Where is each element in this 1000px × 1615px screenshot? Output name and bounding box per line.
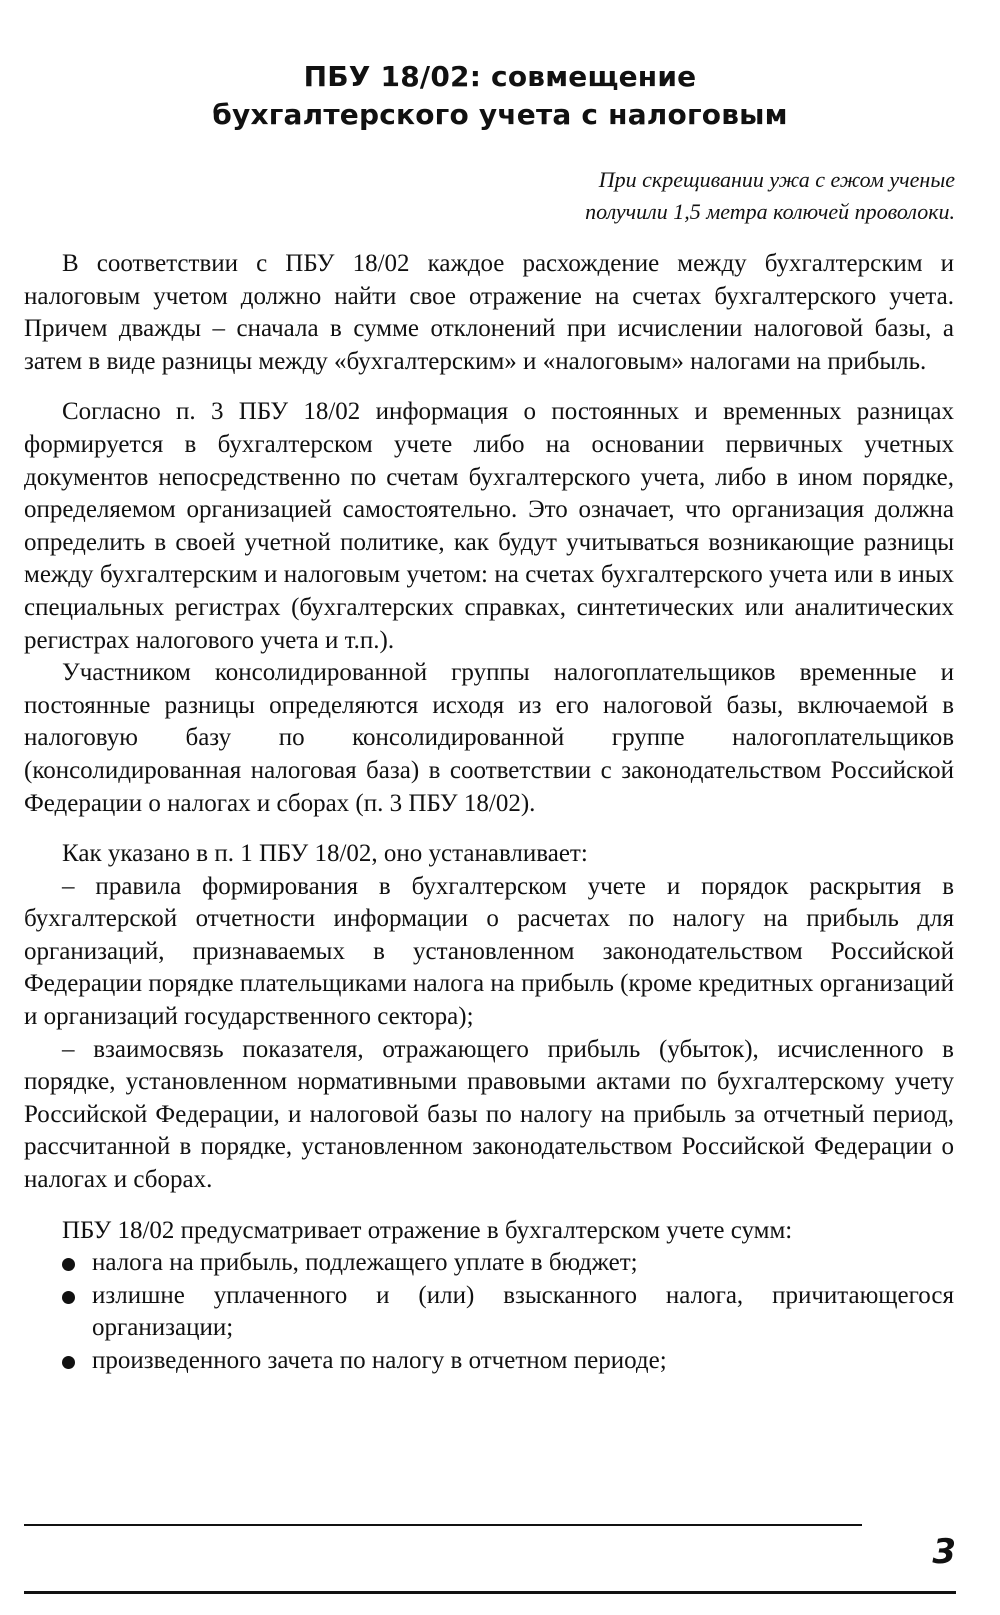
paragraph-5: ПБУ 18/02 предусматривает отражение в бухгалтерском учете сумм: [62,1216,793,1244]
epigraph [435,164,955,228]
list-item [24,1280,954,1345]
bullet-icon [62,1356,75,1369]
bullet-icon [62,1291,75,1304]
dash-item-1: – правила формирования в бухгалтерском учете и порядок раскрытия в бухгалтерской отчетности информации о расчетах по налогу на прибыль для организаций, признаваемых в установленном законодательством Российской Федерации порядке плательщиками налога на прибыль (кроме кредитных организаций и организаций государственного сектора); [24,872,954,1031]
list-item [24,1345,954,1378]
dash-item-2: – взаимосвязь показателя, отражающего прибыль (убыток), исчисленного в порядке, установленном нормативными правовыми актами по бухгалтерскому учету Российской Федерации, и налоговой базы по налогу на прибыль за отчетный период, рассчитанной в порядке, установленном законодательством Российской Федерации о налогах и сборах. [24,1035,954,1194]
page-number: 3 [932,1532,956,1572]
paragraph-2: Согласно п. 3 ПБУ 18/02 информация о постоянных и временных разницах формируется в бухгалтерском учете либо на основании первичных учетных документов непосредственно по счетам бухгалтерского учета, либо в ином порядке, определяемом организацией самостоятельно. Это означает, что организация должна определить в своей учетной политике, как будут учитываться возникающие разницы между бухгалтерским и налоговым учетом: на счетах бухгалтерского учета или в иных специальных регистрах (бухгалтерских справках, синтетических или аналитических регистрах налогового учета и т.п.). [24,398,954,654]
bullet-icon [62,1258,75,1271]
paragraph-4: Как указано в п. 1 ПБУ 18/02, оно устанавливает: [62,840,588,868]
epigraph-line-2: получили 1,5 метра колючей проволоки. [585,199,955,224]
paragraph-1: В соответствии с ПБУ 18/02 каждое расхождение между бухгалтерским и налоговым учетом должно найти свое отражение на счетах бухгалтерского учета. Причем дважды – сначала в сумме отклонений при исчислении налоговой базы, а затем в виде разницы между «бухгалтерским» и «налоговым» налогами на прибыль. [24,250,954,375]
body-text [24,248,954,1378]
page-title [120,58,880,134]
list-item [24,1247,954,1280]
footer-rule-bottom [24,1591,956,1594]
title-line-2: бухгалтерского учета с налоговым [212,98,788,131]
paragraph-3: Участником консолидированной группы налогоплательщиков временные и постоянные разницы определяются исходя из его налоговой базы, включаемой в налоговую базу по консолидированной группе налогоплательщиков (консолидированная налоговая база) в соответствии с законодательством Российской Федерации о налогах и сборах (п. 3 ПБУ 18/02). [24,659,954,817]
list-item-text: налога на прибыль, подлежащего уплате в бюджет; [92,1249,638,1277]
title-line-1: ПБУ 18/02: совмещение [303,60,697,93]
epigraph-line-1: При скрещивании ужа с ежом ученые [598,167,955,192]
list-item-text: произведенного зачета по налогу в отчетном периоде; [92,1347,667,1374]
footer-rule-top [24,1524,862,1526]
list-item-text: излишне уплаченного и (или) взысканного налога, причитающегося организации; [92,1281,954,1342]
bullet-list [24,1247,954,1377]
